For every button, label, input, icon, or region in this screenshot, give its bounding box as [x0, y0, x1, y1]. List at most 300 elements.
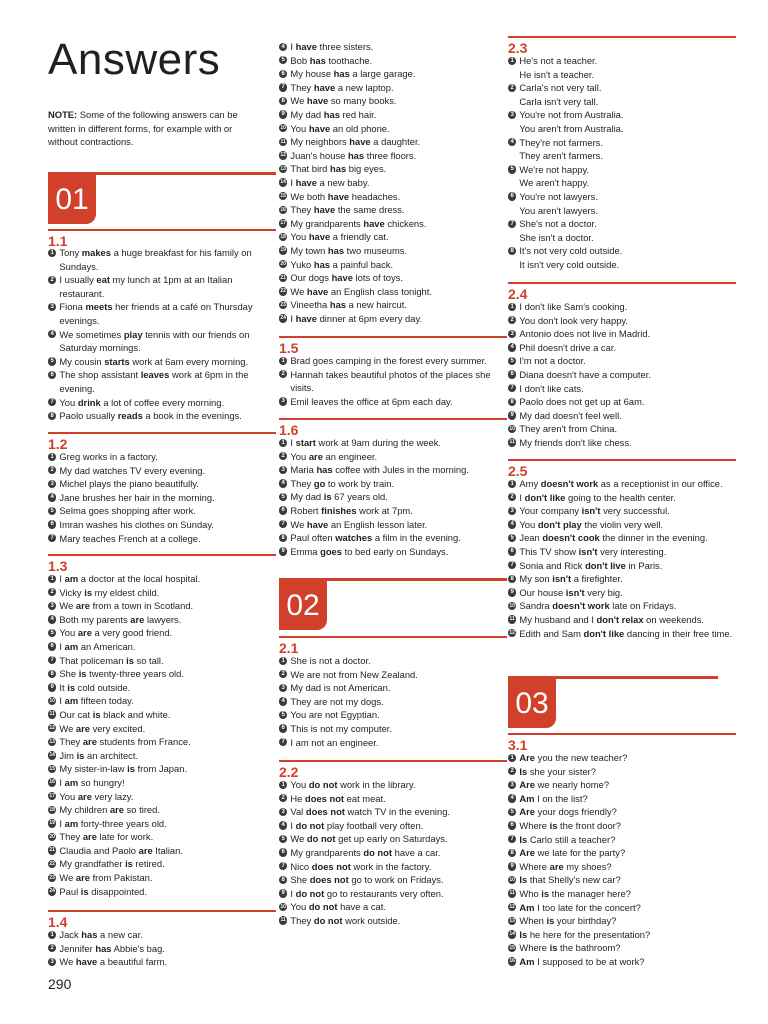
answer-number-icon: 1: [279, 439, 287, 447]
answer-line-alt: Carla isn't very tall.: [519, 95, 599, 107]
answer-number-icon: 5: [508, 357, 516, 365]
answer-text-pre: Mary teaches French at a college.: [59, 532, 201, 544]
answer-text: [290, 708, 507, 722]
answer-text: [59, 586, 276, 600]
answer-text: [290, 450, 507, 464]
answer-number-icon: 8: [279, 534, 287, 542]
answer-text-pre: Antonio does not live in Madrid.: [519, 328, 651, 340]
answer-number-icon: 1: [508, 480, 516, 488]
answer-text-pre: Our cat: [59, 708, 93, 720]
answer-text-post: he here for the presentation?: [527, 928, 651, 940]
answer-text-pre: This is not my computer.: [290, 722, 392, 734]
answer-keyword: play: [123, 328, 143, 340]
answer-keyword: don't play: [537, 518, 582, 530]
answer-item: [48, 735, 276, 749]
answer-item: [279, 819, 507, 833]
answer-number-icon: 1: [508, 754, 516, 762]
answer-keyword: is: [125, 858, 133, 870]
answer-text-post: have a cat.: [337, 901, 386, 913]
answer-text-post: late for work.: [96, 831, 154, 843]
answer-keyword: has: [81, 929, 98, 940]
answer-text: [290, 668, 507, 682]
answer-number-icon: 7: [48, 534, 56, 542]
answer-number-icon: 1: [48, 453, 56, 461]
answer-text-post: a new haircut.: [346, 299, 407, 311]
answer-item: [508, 409, 736, 423]
answer-text-pre: You are not Egyptian.: [290, 709, 380, 721]
answer-item: [279, 190, 507, 204]
answer-text: [290, 81, 507, 95]
answer-keyword: does not: [304, 792, 345, 804]
answer-text: [59, 654, 276, 668]
answer-text-post: we nearly home?: [535, 779, 610, 791]
answer-text-post: go to restaurants very often.: [324, 887, 444, 899]
answer-item: [508, 504, 736, 518]
answer-text: [290, 490, 507, 504]
answer-text-pre: Paul: [59, 885, 81, 897]
answer-text-post: very successful.: [600, 505, 670, 517]
answer-text-post: we late for the party?: [535, 847, 626, 859]
answer-number-icon: 16: [509, 958, 515, 965]
answer-number-icon: 8: [48, 670, 56, 678]
answer-text-post: very excited.: [89, 722, 146, 734]
answer-text-pre: My grandparents: [290, 846, 364, 858]
answer-item: [508, 751, 736, 765]
answer-text-post: work at 7pm.: [356, 504, 413, 516]
answer-text-post: three floors.: [364, 149, 417, 161]
answer-item: [508, 873, 736, 887]
section-heading-2-4: 2.4: [508, 282, 736, 304]
section-list-1-1: [48, 246, 276, 423]
section-heading-1-5: 1.5: [279, 336, 507, 358]
answer-text-pre: I: [59, 695, 65, 707]
answer-text-pre: He: [290, 792, 305, 804]
answer-keyword: do not: [308, 901, 338, 913]
answer-text-pre: We: [59, 956, 76, 968]
answer-item: [279, 40, 507, 54]
answer-text: [290, 545, 507, 559]
answer-number-icon: 5: [279, 711, 287, 719]
answer-number-icon: 3: [279, 466, 287, 474]
answer-number-icon: 6: [508, 821, 516, 829]
answer-text: [290, 778, 507, 792]
answer-keyword: is: [323, 491, 332, 503]
answer-number-icon: 6: [279, 848, 287, 856]
section-list-2-5: [508, 477, 736, 640]
answer-number-icon: 14: [49, 752, 55, 759]
answer-item: [48, 599, 276, 613]
answer-text: [290, 463, 507, 477]
answer-text: [290, 285, 507, 299]
answer-item: [279, 122, 507, 136]
answer-text-pre: We: [290, 518, 307, 530]
answer-text-post: my shoes?: [563, 860, 612, 872]
answer-keyword: goes: [320, 545, 342, 557]
answer-keyword: drink: [77, 396, 101, 408]
answer-keyword: don't like: [524, 491, 566, 503]
answer-line: He's not a teacher.: [519, 55, 598, 66]
answer-text: [59, 368, 276, 395]
answer-text-post: lots of toys.: [352, 272, 403, 284]
answer-keyword: have: [363, 217, 385, 229]
answer-text-post: chickens.: [384, 217, 427, 229]
answer-number-icon: 12: [280, 152, 286, 159]
answer-text-pre: They: [290, 477, 314, 489]
answer-text: [519, 190, 736, 217]
answer-item: [48, 885, 276, 899]
answer-keyword: are: [75, 722, 90, 734]
answer-text-post: a new car.: [97, 929, 143, 940]
answer-item: [48, 857, 276, 871]
answer-item: [48, 328, 276, 355]
answer-text-pre: Jean: [519, 532, 543, 544]
answer-number-icon: 9: [48, 683, 56, 691]
answer-item: [279, 805, 507, 819]
answer-number-icon: 8: [508, 398, 516, 406]
answer-text: [519, 805, 736, 819]
answer-keyword: is: [92, 708, 101, 720]
section-heading-1-1: 1.1: [48, 229, 276, 251]
answer-text-post: a new laptop.: [335, 81, 394, 93]
answer-keyword: doesn't work: [540, 478, 599, 489]
answer-item: [508, 518, 736, 532]
answer-item: [48, 396, 276, 410]
answer-text-post: so many books.: [328, 95, 397, 107]
answer-number-icon: 5: [279, 56, 287, 64]
answer-number-icon: 11: [509, 890, 515, 897]
answer-line-alt: You aren't from Australia.: [519, 122, 624, 134]
answer-text: [290, 271, 507, 285]
answer-keyword: Are: [519, 847, 536, 859]
answer-keyword: Is: [519, 765, 528, 777]
answer-item: [279, 722, 507, 736]
answer-text-pre: You: [290, 779, 309, 790]
answer-text-pre: Our dogs: [290, 272, 332, 284]
answer-number-icon: 2: [279, 452, 287, 460]
answer-text: [290, 230, 507, 244]
answer-number-icon: 11: [280, 917, 286, 924]
answer-text-post: the same dress.: [335, 204, 405, 216]
answer-text-pre: I: [59, 640, 65, 652]
answer-number-icon: 23: [49, 874, 55, 881]
answer-text-pre: We: [59, 872, 76, 884]
answer-item: [279, 149, 507, 163]
answer-text: [519, 327, 736, 341]
answer-text: [519, 914, 736, 928]
answer-text-post: an American.: [78, 640, 136, 652]
answer-text-pre: I don't like cats.: [519, 382, 584, 394]
answer-keyword: am: [64, 640, 79, 652]
answer-text-pre: She is not a doctor.: [290, 655, 371, 666]
section-list-1-2: [48, 450, 276, 545]
answer-text: [290, 654, 507, 668]
answer-text: [519, 81, 736, 108]
answer-text: [519, 368, 736, 382]
answer-text: [59, 355, 276, 369]
section-list-2-2: [279, 778, 507, 928]
answer-text-post: a book in the evenings.: [142, 410, 242, 422]
answer-text-pre: My friends don't like chess.: [519, 436, 632, 448]
answer-text-pre: Nico: [290, 860, 312, 872]
answer-item: [279, 436, 507, 450]
answer-text: [290, 203, 507, 217]
answer-keyword: are: [77, 627, 92, 639]
answer-text-pre: The shop assistant: [59, 369, 141, 381]
answer-item: [279, 504, 507, 518]
answer-item: [508, 833, 736, 847]
answer-text-post: Carlo still a teacher?: [527, 833, 616, 845]
section-heading-1-6: 1.6: [279, 418, 507, 440]
answer-text: [290, 122, 507, 136]
answer-text-pre: We both: [290, 190, 328, 202]
answer-text-post: an English class tonight.: [328, 285, 432, 297]
answer-item: [508, 531, 736, 545]
answer-text-pre: I: [59, 817, 65, 829]
answer-item: [508, 54, 736, 81]
answer-keyword: has: [313, 258, 331, 270]
answer-text-post: an old phone.: [330, 122, 390, 134]
answer-keyword: has: [330, 163, 347, 175]
answer-text-pre: My neighbors: [290, 136, 350, 148]
answer-text-pre: Bob: [290, 54, 310, 66]
answer-line-alt: She isn't a doctor.: [519, 231, 594, 243]
answer-item: [508, 354, 736, 368]
answer-number-icon: 6: [48, 371, 56, 379]
answer-text-pre: We: [59, 722, 76, 734]
answer-text-pre: Diana doesn't have a computer.: [519, 368, 651, 380]
answer-item: [48, 955, 276, 969]
answer-text: [59, 450, 276, 464]
answer-text-pre: Where: [519, 942, 550, 954]
answer-text-pre: Tony: [59, 247, 82, 258]
answer-keyword: are: [82, 736, 97, 748]
answer-text-pre: Greg works in a factory.: [59, 451, 158, 462]
answer-text-post: lawyers.: [144, 613, 182, 625]
answer-text-post: a daughter.: [370, 136, 421, 148]
answer-keyword: do not: [306, 833, 336, 845]
answer-keyword: is: [541, 887, 550, 899]
answer-text: [519, 545, 736, 559]
answer-text: [59, 694, 276, 708]
answer-text-post: very lazy.: [91, 790, 134, 802]
answer-text-post: going to the health center.: [565, 491, 676, 503]
answer-item: [279, 368, 507, 395]
answer-text: [519, 792, 736, 806]
answer-text-pre: They: [290, 204, 314, 216]
answer-item: [279, 354, 507, 368]
answer-text: [59, 844, 276, 858]
answer-text-pre: Fiona: [59, 301, 86, 313]
answer-number-icon: 3: [508, 781, 516, 789]
answer-item: [508, 819, 736, 833]
answer-number-icon: 19: [280, 247, 286, 254]
answer-item: [279, 518, 507, 532]
answer-text-post: late on Fridays.: [609, 600, 677, 612]
answer-number-icon: 4: [508, 794, 516, 802]
answer-item: [48, 722, 276, 736]
answer-number-icon: 13: [280, 165, 286, 172]
answer-keyword: are: [75, 872, 90, 884]
answer-text: [59, 885, 276, 899]
answer-number-icon: 3: [48, 303, 56, 311]
answer-text-post: red hair.: [339, 108, 377, 120]
answer-item: [48, 532, 276, 546]
answer-item: [279, 477, 507, 491]
answer-text-pre: I am not an engineer.: [290, 736, 379, 748]
answer-text: [519, 491, 736, 505]
answer-item: [48, 942, 276, 956]
answer-item: [279, 203, 507, 217]
answer-text: [519, 928, 736, 942]
answer-number-icon: 8: [508, 247, 516, 255]
answer-text: [519, 887, 736, 901]
answer-text-post: I on the list?: [534, 792, 588, 804]
answer-text: [519, 108, 736, 135]
answer-text: [290, 67, 507, 81]
answer-text: [59, 572, 276, 586]
answer-item: [508, 941, 736, 955]
answer-item: [48, 654, 276, 668]
answer-keyword: is: [80, 885, 89, 897]
answer-text: [290, 40, 507, 54]
answer-item: [279, 312, 507, 326]
answer-number-icon: 22: [280, 288, 286, 295]
answer-item: [508, 545, 736, 559]
answer-text: [519, 531, 736, 545]
answer-item: [279, 176, 507, 190]
answer-item: [508, 860, 736, 874]
answer-text-pre: You: [290, 231, 309, 243]
answer-keyword: does not: [309, 874, 349, 886]
answer-item: [508, 244, 736, 271]
answer-keyword: have: [308, 122, 331, 134]
answer-item: [279, 695, 507, 709]
answer-text: [519, 244, 736, 271]
answer-text-post: the bathroom?: [557, 942, 621, 954]
answer-keyword: does not: [305, 806, 345, 818]
answer-line-alt: They aren't farmers.: [519, 150, 603, 162]
answer-number-icon: 14: [280, 179, 286, 186]
answer-item: [48, 871, 276, 885]
answer-number-icon: 20: [280, 261, 286, 267]
answer-text: [290, 504, 507, 518]
answer-text-pre: I'm not a doctor.: [519, 355, 586, 367]
answer-text-pre: My dad doesn't feel well.: [519, 409, 622, 421]
answer-text-pre: My cousin: [59, 355, 105, 367]
answer-text: [59, 396, 276, 410]
answer-text-pre: My sister-in-law: [59, 763, 128, 775]
answer-text-pre: They: [290, 81, 314, 93]
answer-number-icon: 2: [48, 588, 56, 596]
answer-text: [519, 436, 736, 450]
answer-text: [290, 298, 507, 312]
answer-item: [48, 694, 276, 708]
answer-item: [508, 436, 736, 450]
answer-item: [48, 762, 276, 776]
answer-text-pre: Claudia and Paolo: [59, 844, 139, 856]
note-label: NOTE:: [48, 109, 78, 120]
answer-text-pre: Sandra: [519, 600, 553, 612]
answer-text-pre: They are not my dogs.: [290, 695, 384, 707]
answer-keyword: do not: [363, 846, 392, 858]
answer-number-icon: 2: [279, 794, 287, 802]
answer-text-pre: Paolo usually: [59, 410, 118, 422]
answer-text-post: work at 6pm in the evening.: [59, 369, 249, 394]
answer-item: [48, 246, 276, 273]
answer-text-post: have a car.: [392, 846, 441, 858]
answer-keyword: has: [316, 464, 333, 476]
answer-item: [508, 846, 736, 860]
answer-item: [508, 887, 736, 901]
answer-keyword: have: [306, 95, 329, 107]
answer-item: [508, 81, 736, 108]
answer-text: [290, 832, 507, 846]
answer-number-icon: 8: [279, 876, 287, 884]
answer-text-post: work in the factory.: [350, 860, 432, 872]
answer-text-post: coffee with Jules in the morning.: [332, 464, 469, 476]
answer-text-pre: My dad is not American.: [290, 682, 391, 694]
answer-text: [59, 955, 276, 969]
answer-number-icon: 15: [509, 944, 515, 951]
answer-item: [279, 681, 507, 695]
answer-number-icon: 2: [48, 466, 56, 474]
answer-text: [290, 518, 507, 532]
answer-text-pre: We: [290, 833, 307, 845]
answer-line: We're not happy.: [519, 163, 590, 175]
answer-text: [290, 244, 507, 258]
answer-item: [508, 586, 736, 600]
answer-text: [519, 354, 736, 368]
answer-text-pre: Brad goes camping in the forest every summer.: [290, 355, 487, 366]
answer-number-icon: 2: [48, 276, 56, 284]
answer-text-post: Italian.: [152, 844, 183, 856]
answer-text-pre: That policeman: [59, 654, 127, 666]
answer-number-icon: 16: [49, 779, 55, 786]
answer-text-post: play football very often.: [324, 819, 424, 831]
answer-text-post: very interesting.: [597, 545, 667, 557]
answer-text-post: you the new teacher?: [535, 752, 628, 763]
answer-number-icon: 21: [280, 274, 286, 281]
answer-text-post: my eldest child.: [92, 586, 160, 598]
answer-keyword: Am: [519, 955, 535, 967]
answer-item: [48, 518, 276, 532]
answer-text: [519, 314, 736, 328]
page-number: 290: [48, 976, 72, 992]
answer-keyword: Is: [519, 833, 528, 845]
answer-number-icon: 4: [508, 343, 516, 351]
answer-item: [508, 491, 736, 505]
answer-keyword: Are: [519, 779, 536, 791]
answer-text: [290, 54, 507, 68]
answer-text-pre: I: [519, 491, 525, 503]
answer-text: [59, 928, 276, 942]
answer-text-post: to work by train.: [325, 477, 395, 489]
answer-keyword: meets: [85, 301, 113, 313]
answer-text: [59, 300, 276, 327]
answer-text-post: headaches.: [349, 190, 401, 202]
answer-item: [279, 668, 507, 682]
answer-text-pre: She: [290, 874, 310, 886]
answer-keyword: has: [347, 149, 365, 161]
answer-text-post: a friendly cat.: [330, 231, 389, 243]
answer-keyword: are: [109, 804, 125, 816]
answer-number-icon: 4: [279, 821, 287, 829]
answer-number-icon: 3: [48, 480, 56, 488]
answer-text-pre: I: [290, 312, 296, 324]
answer-item: [279, 298, 507, 312]
answer-number-icon: 5: [48, 357, 56, 365]
answer-keyword: has: [329, 299, 346, 311]
